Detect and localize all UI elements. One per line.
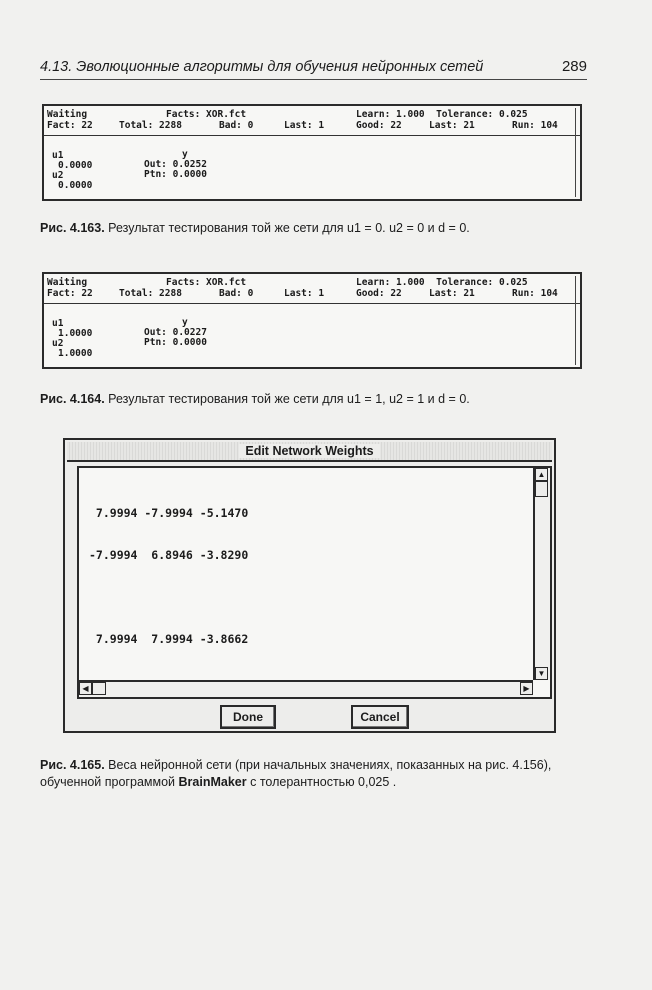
figure-caption-163 (40, 220, 600, 237)
learn-tolerance: Learn: 1.000 Tolerance: 0.025 (356, 109, 528, 120)
status-divider (44, 135, 580, 136)
screen-edge (575, 108, 578, 197)
total-count: Total: 2288 (119, 288, 182, 299)
program-name: BrainMaker (178, 775, 247, 789)
run-count: Run: 104 (512, 288, 558, 299)
caption-label: Рис. 4.165. (40, 758, 105, 772)
scroll-left-arrow-icon[interactable]: ◀ (79, 682, 92, 695)
bad-count: Bad: 0 (219, 120, 254, 131)
page-number: 289 (561, 58, 587, 75)
status-waiting: Waiting (47, 109, 88, 120)
caption-text: с толерантностью 0,025 . (250, 775, 397, 789)
status-divider (44, 303, 580, 304)
caption-label: Рис. 4.163. (40, 221, 105, 235)
caption-label: Рис. 4.164. (40, 392, 105, 406)
brainmaker-screen-1 (42, 104, 582, 201)
running-head (40, 58, 587, 80)
last-count: Last: 1 (284, 120, 325, 131)
weights-row: 7.9994 -7.9994 -5.1470 (89, 506, 249, 520)
output-value: Out: 0.0227 (144, 327, 207, 338)
weights-row (89, 590, 248, 604)
u2-label: u2 (52, 170, 64, 181)
scroll-up-arrow-icon[interactable]: ▲ (535, 468, 548, 481)
y-label: y (182, 149, 188, 160)
edit-network-weights-dialog (63, 438, 556, 733)
u1-label: u1 (52, 318, 64, 329)
dialog-title: Edit Network Weights (239, 444, 379, 458)
horizontal-scrollbar[interactable] (79, 680, 533, 697)
total-count: Total: 2288 (119, 120, 182, 131)
vertical-scrollbar[interactable] (533, 468, 550, 680)
caption-text: Результат тестирования той же сети для u1 = 1, u2 = 1 и d = 0. (108, 392, 470, 406)
fact-count: Fact: 22 (47, 120, 93, 131)
caption-text: Веса нейронной сети (при начальных значениях, показанных на рис. 4.156), (108, 758, 552, 772)
u1-value: 0.0000 (58, 160, 93, 171)
caption-text: обученной программой (40, 775, 176, 789)
pattern-value: Ptn: 0.0000 (144, 169, 207, 180)
good-count: Good: 22 (356, 288, 402, 299)
running-head-title: 4.13. Эволюционные алгоритмы для обучения нейронных сетей (40, 59, 484, 75)
cancel-button[interactable]: Cancel (351, 705, 409, 729)
u2-value: 1.0000 (58, 348, 93, 359)
good-last-count: Last: 21 (429, 120, 475, 131)
screen-edge (575, 276, 578, 365)
weights-text-area[interactable] (77, 466, 552, 699)
vertical-scroll-thumb[interactable] (535, 481, 548, 497)
weights-content (89, 478, 248, 674)
learn-tolerance: Learn: 1.000 Tolerance: 0.025 (356, 277, 528, 288)
weights-row: 7.9994 7.9994 -3.8662 (89, 632, 249, 646)
weights-row: -7.9994 6.8946 -3.8290 (89, 548, 249, 562)
brainmaker-screen-2 (42, 272, 582, 369)
dialog-titlebar[interactable] (67, 442, 552, 462)
u2-label: u2 (52, 338, 64, 349)
y-label: y (182, 317, 188, 328)
fact-count: Fact: 22 (47, 288, 93, 299)
good-count: Good: 22 (356, 120, 402, 131)
horizontal-scroll-thumb[interactable] (92, 682, 106, 695)
run-count: Run: 104 (512, 120, 558, 131)
facts-file: Facts: XOR.fct (166, 277, 247, 288)
facts-file: Facts: XOR.fct (166, 109, 247, 120)
caption-text: Результат тестирования той же сети для u1 = 0. u2 = 0 и d = 0. (108, 221, 470, 235)
last-count: Last: 1 (284, 288, 325, 299)
scroll-right-arrow-icon[interactable]: ▶ (520, 682, 533, 695)
u2-value: 0.0000 (58, 180, 93, 191)
bad-count: Bad: 0 (219, 288, 254, 299)
scroll-down-arrow-icon[interactable]: ▼ (535, 667, 548, 680)
status-waiting: Waiting (47, 277, 88, 288)
output-value: Out: 0.0252 (144, 159, 207, 170)
u1-label: u1 (52, 150, 64, 161)
figure-caption-165 (40, 757, 600, 791)
done-button[interactable]: Done (220, 705, 276, 729)
figure-caption-164 (40, 391, 600, 408)
good-last-count: Last: 21 (429, 288, 475, 299)
u1-value: 1.0000 (58, 328, 93, 339)
pattern-value: Ptn: 0.0000 (144, 337, 207, 348)
